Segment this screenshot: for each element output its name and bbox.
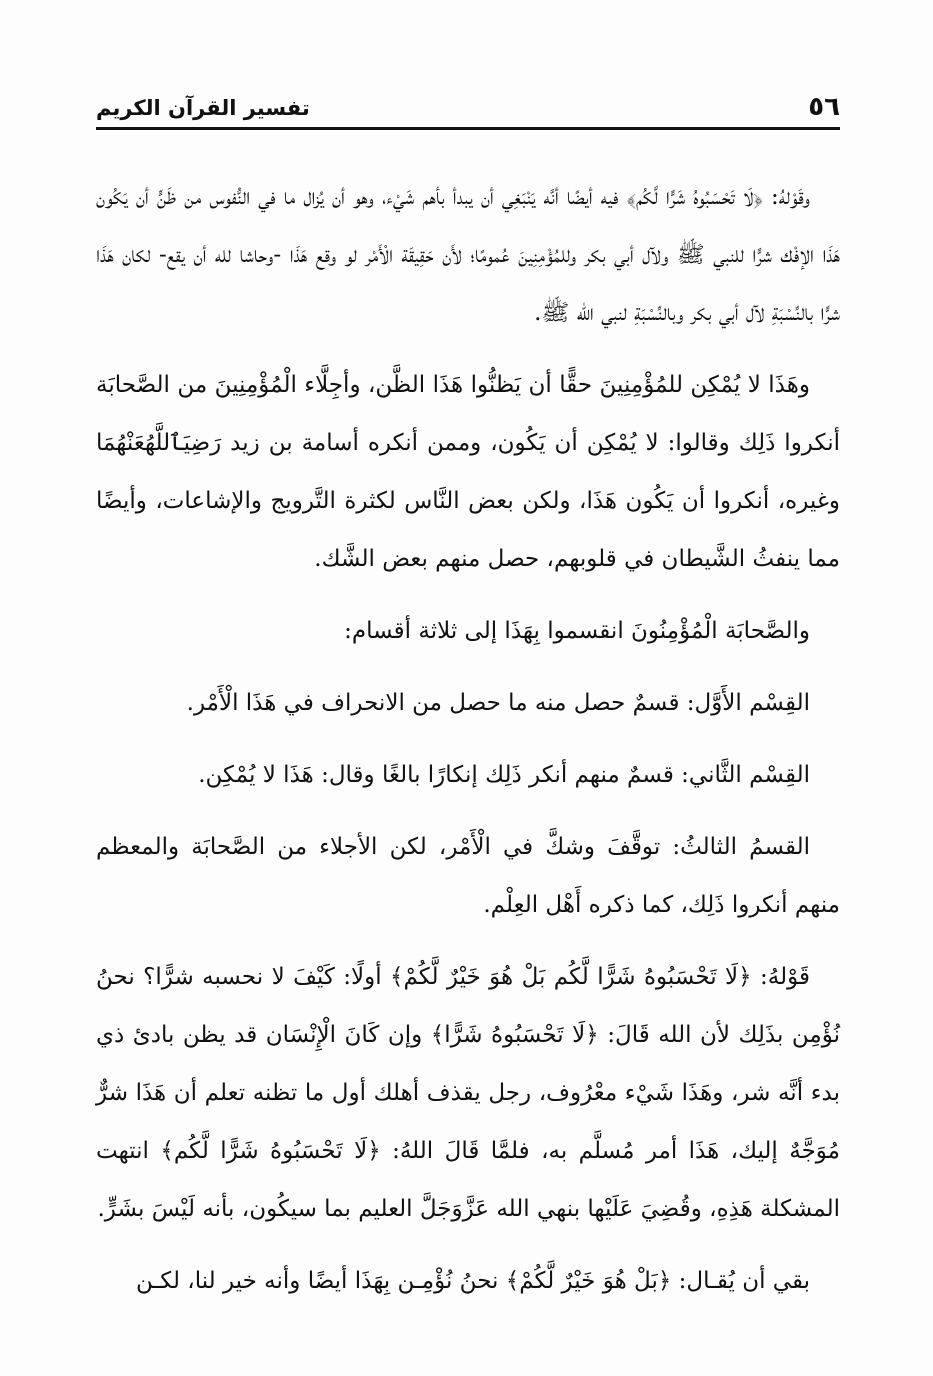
- paragraph-4: القِسْم الأَوَّل: قسمٌ حصل منه ما حصل من الانحراف في هَذَا الْأَمْر.: [186, 690, 810, 716]
- page-body: [96, 168, 840, 1310]
- header-divider: [96, 127, 840, 130]
- paragraph-3: والصَّحابَة الْمُؤْمِنُونَ انقسموا بِهَذَا إلى ثلاثة أقسام:: [344, 618, 810, 644]
- page-number: ٥٦: [808, 92, 840, 122]
- paragraph-6: القسمُ الثالثُ: توقَّفَ وشكَّ في الْأَمْر، لكن الأجلاء من الصَّحابَة والمعظم منهم أنكروا ذَلِك، كما ذكره أَهْل العِلْم.: [96, 834, 840, 918]
- paragraph-1: وقَوْلهُ: ﴿لَا تَحْسَبُوهُ شَرًّا لَّكُم﴾ فيه أيضًا أنَّه يَنْبَغِي أن يبدأ بأهم شَيْء، وهو أن يُزال ما في النُّفوس من ظَنٍّ أن يَكُون هَذَا الإفْك شرًّا للنبي ﷺ ولآل أبي بكر وللمُؤْمِنِينَ عُمومًا؛ لأَن حَقِيقَة الْأَمْر لو وقع هَذَا -وحاشا لله أن يقع- لكان هَذَا شرًّا بالنِّسْبَةِ لآل أبي بكر وبالنِّسْبَةِ لنبي الله ﷺ.: [96, 184, 840, 326]
- paragraph-7: قَوْلهُ: ﴿لَا تَحْسَبُوهُ شَرًّا لَّكُم بَلْ هُوَ خَيْرٌ لَّكُمْ﴾ أولًا: كَيْفَ لا نحسبه شرًّا؟ نحنُ نُؤْمِن بذَلِك لأن الله قَالَ: ﴿لَا تَحْسَبُوهُ شَرًّا﴾ وإن كَانَ الْإِنْسَان قد يظن بادئ ذي بدء أنَّه شر، وهَذَا شَيْء معْرُوف، رجل يقذف أهلك أول ما تظنه تعلم أن هَذَا شرٌّ مُوَجَّهٌ إليك، هَذَا أمر مُسلَّم به، فلمَّا قَالَ اللهُ: ﴿لَا تَحْسَبُوهُ شَرًّا لَّكُم﴾ انتهت المشكلة هَذِهِ، وقُضِيَ عَلَيْها بنهي الله عَزَّوَجَلَّ العليم بما سيكُون، بأنه لَيْسَ بشَرٍّ.: [96, 964, 840, 1222]
- page-header: [96, 90, 840, 126]
- paragraph-2: وهَذَا لا يُمْكِن للمُؤْمِنِينَ حقًّا أن يَظنُّوا هَذَا الظَّن، وأجِلَّاء الْمُؤْمِنِينَ من الصَّحابَة أنكروا ذَلِك وقالوا: لا يُمْكِن أن يَكُون، وممن أنكره أسامة بن زيد رَضِيَٱللَّهُعَنْهُمَا وغيره، أنكروا أن يَكُون هَذَا، ولكن بعض النَّاس لكثرة التَّرويج والإشاعات، وأيضًا مما ينفثُ الشَّيطان في قلوبهم، حصل منهم بعض الشَّك.: [96, 372, 840, 572]
- paragraph-8: بقي أن يُقـال: ﴿بَلْ هُوَ خَيْرٌ لَّكُمْ﴾ نحنُ نُؤْمِـن بِهَذَا أيضًا وأنه خير لنا، لكـن: [136, 1268, 810, 1294]
- running-title: تفسير القرآن الكريم: [96, 96, 310, 120]
- paragraph-5: القِسْم الثَّاني: قسمٌ منهم أنكر ذَلِك إنكارًا بالغًا وقال: هَذَا لا يُمْكِن.: [198, 762, 810, 788]
